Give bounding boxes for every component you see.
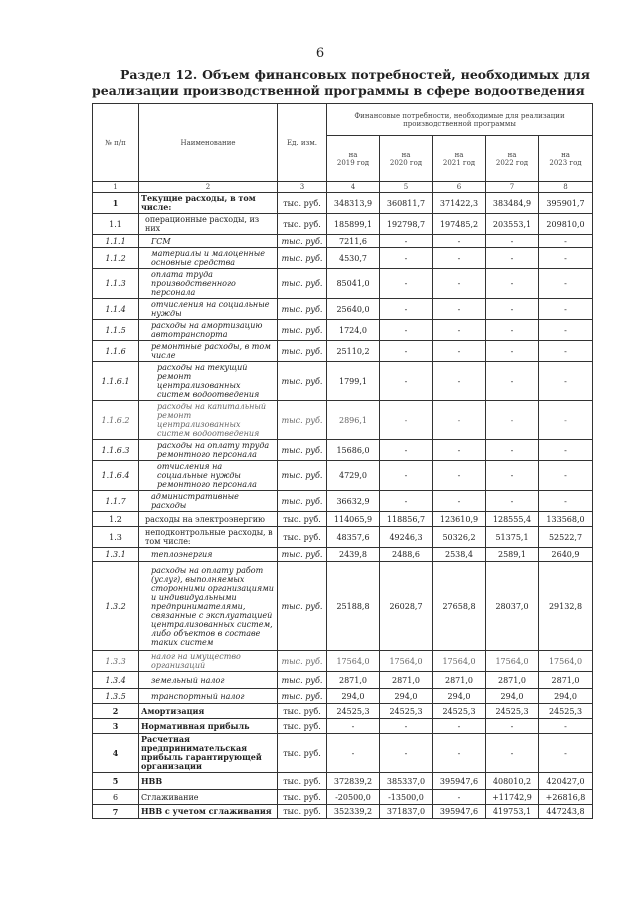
row-value: 360811,7 [380, 193, 433, 214]
row-value: 17564,0 [539, 651, 593, 672]
row-value: - [486, 341, 539, 362]
row-value: 17564,0 [433, 651, 486, 672]
table-row [93, 362, 593, 401]
row-value: 4729,0 [327, 461, 380, 491]
row-name: налог на имущество организаций [139, 651, 278, 672]
row-value: 419753,1 [486, 805, 539, 819]
row-name: материалы и малоценные основные средства [139, 248, 278, 269]
row-value: 50326,2 [433, 527, 486, 548]
row-value: 85041,0 [327, 269, 380, 299]
column-number: 3 [278, 182, 327, 193]
header-year [539, 136, 593, 182]
row-number: 1.3.2 [93, 562, 139, 651]
row-unit: тыс. руб. [278, 440, 327, 461]
row-name: Амортизация [139, 704, 278, 719]
row-value: 185899,1 [327, 214, 380, 235]
page-number: 6 [315, 46, 325, 61]
table-row [93, 790, 593, 805]
row-value: - [433, 320, 486, 341]
row-name: НВВ с учетом сглаживания [139, 805, 278, 819]
row-name: расходы на оплату работ (услуг), выполняемых сторонними организациями и индивидуальными предпринимателями, связанные с эксплуатацией централизованных систем, либо объектов в составе таких систем [139, 562, 278, 651]
row-value: 192798,7 [380, 214, 433, 235]
row-name: Текущие расходы, в том числе: [139, 193, 278, 214]
row-value: - [433, 235, 486, 248]
row-number: 1.1.1 [93, 235, 139, 248]
row-value: 24525,3 [327, 704, 380, 719]
header-year-value: 2020 год [389, 158, 423, 167]
row-value: - [327, 734, 380, 773]
table-row [93, 214, 593, 235]
table-row [93, 734, 593, 773]
column-number: 7 [486, 182, 539, 193]
row-name: расходы на амортизацию автотранспорта [139, 320, 278, 341]
row-unit: тыс. руб. [278, 773, 327, 790]
row-value: 2896,1 [327, 401, 380, 440]
row-value: 294,0 [486, 689, 539, 704]
row-number: 1.1.2 [93, 248, 139, 269]
row-value: 383484,9 [486, 193, 539, 214]
row-value: - [486, 320, 539, 341]
header-year-pre: на [401, 150, 411, 159]
row-unit: тыс. руб. [278, 527, 327, 548]
row-name: отчисления на социальные нужды [139, 299, 278, 320]
row-value: - [433, 440, 486, 461]
row-value: 17564,0 [486, 651, 539, 672]
row-unit: тыс. руб. [278, 512, 327, 527]
header-year-value: 2021 год [442, 158, 476, 167]
table-row [93, 491, 593, 512]
row-value: 2871,0 [327, 672, 380, 689]
row-value: - [539, 320, 593, 341]
row-unit: тыс. руб. [278, 548, 327, 562]
row-number: 1.1.4 [93, 299, 139, 320]
row-unit: тыс. руб. [278, 734, 327, 773]
column-number: 6 [433, 182, 486, 193]
row-unit: тыс. руб. [278, 248, 327, 269]
row-value: 294,0 [539, 689, 593, 704]
row-value: 2640,9 [539, 548, 593, 562]
row-value: - [433, 269, 486, 299]
header-year [380, 136, 433, 182]
row-unit: тыс. руб. [278, 269, 327, 299]
header-no: № п/п [93, 104, 139, 182]
row-value: 17564,0 [380, 651, 433, 672]
table-row [93, 805, 593, 819]
header-year-pre: на [507, 150, 517, 159]
row-unit: тыс. руб. [278, 651, 327, 672]
row-value: 24525,3 [380, 704, 433, 719]
row-value: 348313,9 [327, 193, 380, 214]
row-value: 25640,0 [327, 299, 380, 320]
table-row [93, 248, 593, 269]
row-value: - [433, 734, 486, 773]
row-value: 408010,2 [486, 773, 539, 790]
title-line-2: реализации производственной программы в сфере водоотведения [92, 83, 585, 98]
row-value: 352339,2 [327, 805, 380, 819]
header-year [433, 136, 486, 182]
row-value: 395947,6 [433, 805, 486, 819]
row-value: 371422,3 [433, 193, 486, 214]
header-year [327, 136, 380, 182]
row-name: оплата труда производственного персонала [139, 269, 278, 299]
table-row [93, 512, 593, 527]
title-word: Раздел [120, 67, 171, 82]
table-body [93, 193, 593, 819]
table-row [93, 235, 593, 248]
header-year-value: 2022 год [495, 158, 529, 167]
row-number: 1.1.6 [93, 341, 139, 362]
row-value: 2538,4 [433, 548, 486, 562]
header-year-pre: на [561, 150, 570, 159]
row-value: - [327, 719, 380, 734]
row-value: - [380, 719, 433, 734]
row-unit: тыс. руб. [278, 719, 327, 734]
row-value: - [433, 461, 486, 491]
table-row [93, 401, 593, 440]
row-number: 1.1.7 [93, 491, 139, 512]
row-value: - [486, 248, 539, 269]
row-name: ремонтные расходы, в том числе [139, 341, 278, 362]
row-number: 3 [93, 719, 139, 734]
row-name: ГСМ [139, 235, 278, 248]
header-year-value: 2019 год [336, 158, 370, 167]
row-unit: тыс. руб. [278, 790, 327, 805]
row-value: 2871,0 [380, 672, 433, 689]
title-line-1 [92, 67, 590, 83]
row-value: 27658,8 [433, 562, 486, 651]
row-value: - [380, 401, 433, 440]
row-value: - [486, 299, 539, 320]
row-value: - [433, 491, 486, 512]
row-name: НВВ [139, 773, 278, 790]
row-value: 385337,0 [380, 773, 433, 790]
row-number: 5 [93, 773, 139, 790]
row-name: отчисления на социальные нужды ремонтного персонала [139, 461, 278, 491]
title-word: финансовых [254, 67, 347, 82]
row-value: - [539, 440, 593, 461]
row-value: 36632,9 [327, 491, 380, 512]
row-value: 294,0 [433, 689, 486, 704]
row-unit: тыс. руб. [278, 401, 327, 440]
row-value: - [539, 269, 593, 299]
row-value: 52522,7 [539, 527, 593, 548]
row-value: - [539, 341, 593, 362]
row-number: 1.3.5 [93, 689, 139, 704]
row-value: 28037,0 [486, 562, 539, 651]
row-value: - [539, 362, 593, 401]
table-row [93, 193, 593, 214]
row-value: 420427,0 [539, 773, 593, 790]
row-unit: тыс. руб. [278, 461, 327, 491]
row-name: расходы на электроэнергию [139, 512, 278, 527]
row-value: - [380, 248, 433, 269]
row-unit: тыс. руб. [278, 562, 327, 651]
table-row [93, 320, 593, 341]
title-word: необходимых [460, 67, 559, 82]
row-unit: тыс. руб. [278, 193, 327, 214]
row-value: - [539, 248, 593, 269]
row-value: 203553,1 [486, 214, 539, 235]
row-value: - [539, 401, 593, 440]
row-value: - [380, 491, 433, 512]
table-row [93, 672, 593, 689]
row-number: 1.1.3 [93, 269, 139, 299]
row-value: 7211,6 [327, 235, 380, 248]
row-name: транспортный налог [139, 689, 278, 704]
table-row [93, 548, 593, 562]
row-number: 1.3.1 [93, 548, 139, 562]
row-value: - [433, 248, 486, 269]
row-unit: тыс. руб. [278, 235, 327, 248]
row-value: 25188,8 [327, 562, 380, 651]
row-value: - [380, 235, 433, 248]
financial-needs-table [92, 103, 593, 819]
row-value: - [380, 299, 433, 320]
title-word: Объем [202, 67, 250, 82]
row-value: 447243,8 [539, 805, 593, 819]
table-row [93, 689, 593, 704]
row-value: 24525,3 [433, 704, 486, 719]
row-number: 1.1.5 [93, 320, 139, 341]
row-value: - [486, 719, 539, 734]
row-value: 1799,1 [327, 362, 380, 401]
row-number: 2 [93, 704, 139, 719]
table-row [93, 527, 593, 548]
row-value: 48357,6 [327, 527, 380, 548]
row-number: 6 [93, 790, 139, 805]
row-value: - [486, 491, 539, 512]
row-unit: тыс. руб. [278, 341, 327, 362]
row-value: 128555,4 [486, 512, 539, 527]
row-value: 114065,9 [327, 512, 380, 527]
row-number: 1.3 [93, 527, 139, 548]
table-row [93, 719, 593, 734]
row-value: -20500,0 [327, 790, 380, 805]
row-name: Расчетная предпринимательская прибыль гарантирующей организации [139, 734, 278, 773]
row-name: Сглаживание [139, 790, 278, 805]
row-value: - [433, 362, 486, 401]
row-value: 17564,0 [327, 651, 380, 672]
row-value: 51375,1 [486, 527, 539, 548]
row-value: 294,0 [380, 689, 433, 704]
row-value: 372839,2 [327, 773, 380, 790]
row-value: - [539, 461, 593, 491]
row-value: 15686,0 [327, 440, 380, 461]
table-row [93, 440, 593, 461]
row-number: 1.1.6.3 [93, 440, 139, 461]
row-value: 2589,1 [486, 548, 539, 562]
row-value: - [539, 719, 593, 734]
row-value: 395947,6 [433, 773, 486, 790]
column-number: 8 [539, 182, 593, 193]
row-value: - [486, 440, 539, 461]
row-unit: тыс. руб. [278, 491, 327, 512]
row-name: земельный налог [139, 672, 278, 689]
row-value: 2871,0 [433, 672, 486, 689]
title-word: для [563, 67, 590, 82]
row-number: 1 [93, 193, 139, 214]
row-number: 4 [93, 734, 139, 773]
row-value: - [539, 235, 593, 248]
row-name: операционные расходы, из них [139, 214, 278, 235]
table-row [93, 299, 593, 320]
header-year-value: 2023 год [549, 158, 582, 167]
table-row [93, 773, 593, 790]
row-value: 197485,2 [433, 214, 486, 235]
row-value: 294,0 [327, 689, 380, 704]
row-value: 371837,0 [380, 805, 433, 819]
title-word: 12. [175, 67, 198, 82]
row-value: 49246,3 [380, 527, 433, 548]
row-value: - [539, 299, 593, 320]
row-value: - [486, 734, 539, 773]
row-value: 123610,9 [433, 512, 486, 527]
row-value: - [380, 269, 433, 299]
header-year [486, 136, 539, 182]
row-value: 395901,7 [539, 193, 593, 214]
row-value: 29132,8 [539, 562, 593, 651]
row-value: - [486, 401, 539, 440]
table-row [93, 461, 593, 491]
row-name: теплоэнергия [139, 548, 278, 562]
header-unit: Ед. изм. [278, 104, 327, 182]
row-value: 26028,7 [380, 562, 433, 651]
title-word: потребностей, [351, 67, 456, 82]
header-group: Финансовые потребности, необходимые для реализации производственной программы [327, 104, 593, 136]
row-unit: тыс. руб. [278, 320, 327, 341]
table-row [93, 651, 593, 672]
row-value: - [486, 362, 539, 401]
row-number: 7 [93, 805, 139, 819]
row-value: 4530,7 [327, 248, 380, 269]
row-unit: тыс. руб. [278, 214, 327, 235]
row-value: 2871,0 [539, 672, 593, 689]
row-value: 133568,0 [539, 512, 593, 527]
row-value: - [380, 320, 433, 341]
row-name: расходы на текущий ремонт централизованных систем водоотведения [139, 362, 278, 401]
row-value: +11742,9 [486, 790, 539, 805]
row-value: - [433, 719, 486, 734]
row-value: - [539, 734, 593, 773]
row-value: - [433, 299, 486, 320]
row-number: 1.2 [93, 512, 139, 527]
row-value: 1724,0 [327, 320, 380, 341]
row-value: - [486, 461, 539, 491]
row-number: 1.1.6.1 [93, 362, 139, 401]
header-year-pre: на [348, 150, 358, 159]
row-unit: тыс. руб. [278, 362, 327, 401]
row-value: - [380, 734, 433, 773]
row-number: 1.1.6.4 [93, 461, 139, 491]
row-value: - [380, 362, 433, 401]
row-value: -13500,0 [380, 790, 433, 805]
row-name: расходы на капитальный ремонт централизованных систем водоотведения [139, 401, 278, 440]
row-value: - [380, 341, 433, 362]
section-title [92, 67, 590, 99]
row-value: 25110,2 [327, 341, 380, 362]
row-name: расходы на оплату труда ремонтного персонала [139, 440, 278, 461]
row-unit: тыс. руб. [278, 689, 327, 704]
column-number: 2 [139, 182, 278, 193]
row-name: неподконтрольные расходы, в том числе: [139, 527, 278, 548]
row-value: 2439,8 [327, 548, 380, 562]
row-unit: тыс. руб. [278, 805, 327, 819]
row-unit: тыс. руб. [278, 672, 327, 689]
row-value: - [433, 790, 486, 805]
row-number: 1.3.3 [93, 651, 139, 672]
row-value: 24525,3 [486, 704, 539, 719]
row-number: 1.1.6.2 [93, 401, 139, 440]
row-number: 1.3.4 [93, 672, 139, 689]
column-number: 5 [380, 182, 433, 193]
row-value: 118856,7 [380, 512, 433, 527]
row-number: 1.1 [93, 214, 139, 235]
row-value: 209810,0 [539, 214, 593, 235]
column-number: 4 [327, 182, 380, 193]
row-value: +26816,8 [539, 790, 593, 805]
row-value: - [486, 269, 539, 299]
table-row [93, 269, 593, 299]
row-value: - [433, 341, 486, 362]
row-value: - [433, 401, 486, 440]
row-name: административные расходы [139, 491, 278, 512]
column-number: 1 [93, 182, 139, 193]
row-unit: тыс. руб. [278, 704, 327, 719]
header-name: Наименование [139, 104, 278, 182]
row-value: - [380, 440, 433, 461]
row-value: - [380, 461, 433, 491]
table-row [93, 704, 593, 719]
row-value: - [539, 491, 593, 512]
table-row [93, 341, 593, 362]
header-year-pre: на [454, 150, 464, 159]
row-value: 2871,0 [486, 672, 539, 689]
row-name: Нормативная прибыль [139, 719, 278, 734]
row-unit: тыс. руб. [278, 299, 327, 320]
table-row [93, 562, 593, 651]
row-value: 24525,3 [539, 704, 593, 719]
row-value: - [486, 235, 539, 248]
row-value: 2488,6 [380, 548, 433, 562]
